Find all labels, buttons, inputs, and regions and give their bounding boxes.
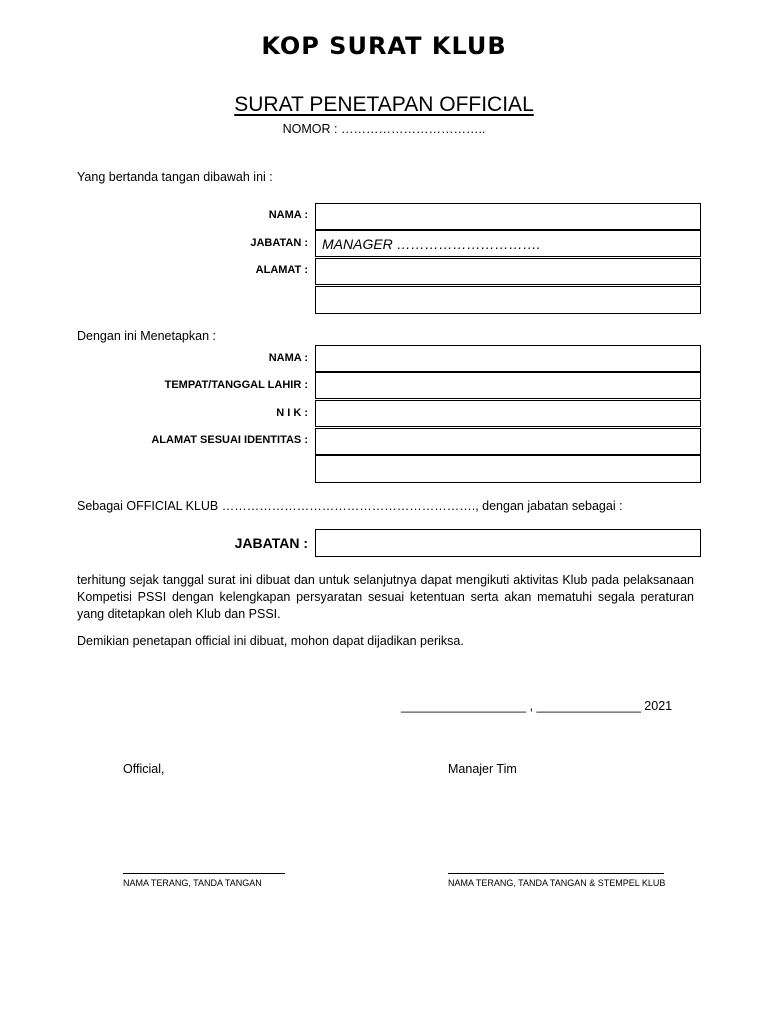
right-signature-caption: NAMA TERANG, TANDA TANGAN & STEMPEL KLUB [448, 878, 666, 888]
official-birth-label: TEMPAT/TANGGAL LAHIR : [164, 379, 308, 391]
official-birth-field[interactable] [315, 372, 701, 399]
official-name-field[interactable] [315, 345, 701, 372]
official-nik-label: N I K : [276, 407, 308, 419]
signer-address-field-2[interactable] [315, 286, 701, 314]
official-address-field-2[interactable] [315, 455, 701, 483]
assign-intro-text: Dengan ini Menetapkan : [77, 329, 216, 343]
right-signer-role: Manajer Tim [448, 762, 517, 776]
signer-name-label: NAMA : [268, 209, 308, 221]
date-line: __________________ , _______________ 2021 [401, 699, 673, 713]
left-signer-role: Official, [123, 762, 165, 776]
jabatan-field[interactable] [315, 529, 701, 557]
closing-text: Demikian penetapan official ini dibuat, mohon dapat dijadikan periksa. [77, 634, 464, 648]
jabatan-label: JABATAN : [234, 535, 308, 551]
body-paragraph: terhitung sejak tanggal surat ini dibuat dan untuk selanjutnya dapat mengikuti aktivitas Klub pada pelaksanaan Kompetisi PSSI dengan kelengkapan persyaratan sesuai ketentuan serta akan mematuhi segala peraturan yang ditetapkan oleh Klub dan PSSI. [77, 573, 694, 621]
official-name-label: NAMA : [268, 352, 308, 364]
document-title: SURAT PENETAPAN OFFICIAL [234, 93, 534, 116]
intro-text: Yang bertanda tangan dibawah ini : [77, 170, 273, 184]
signer-address-label: ALAMAT : [255, 264, 308, 276]
signer-position-value: MANAGER …………………………. [322, 236, 541, 252]
official-address-label: ALAMAT SESUAI IDENTITAS : [151, 434, 308, 446]
right-signature-line [448, 873, 664, 874]
official-nik-field[interactable] [315, 400, 701, 427]
document-number: NOMOR : …………………………….. [282, 122, 486, 136]
signer-position-field[interactable] [315, 230, 701, 257]
letterhead: KOP SURAT KLUB [261, 32, 507, 60]
official-club-line: Sebagai OFFICIAL KLUB ……………………………………………………., dengan jabatan sebagai : [77, 499, 623, 513]
signer-address-field[interactable] [315, 258, 701, 285]
official-address-field[interactable] [315, 428, 701, 455]
signer-name-field[interactable] [315, 203, 701, 230]
left-signature-line [123, 873, 285, 874]
left-signature-caption: NAMA TERANG, TANDA TANGAN [123, 878, 262, 888]
signer-position-label: JABATAN : [250, 237, 308, 249]
